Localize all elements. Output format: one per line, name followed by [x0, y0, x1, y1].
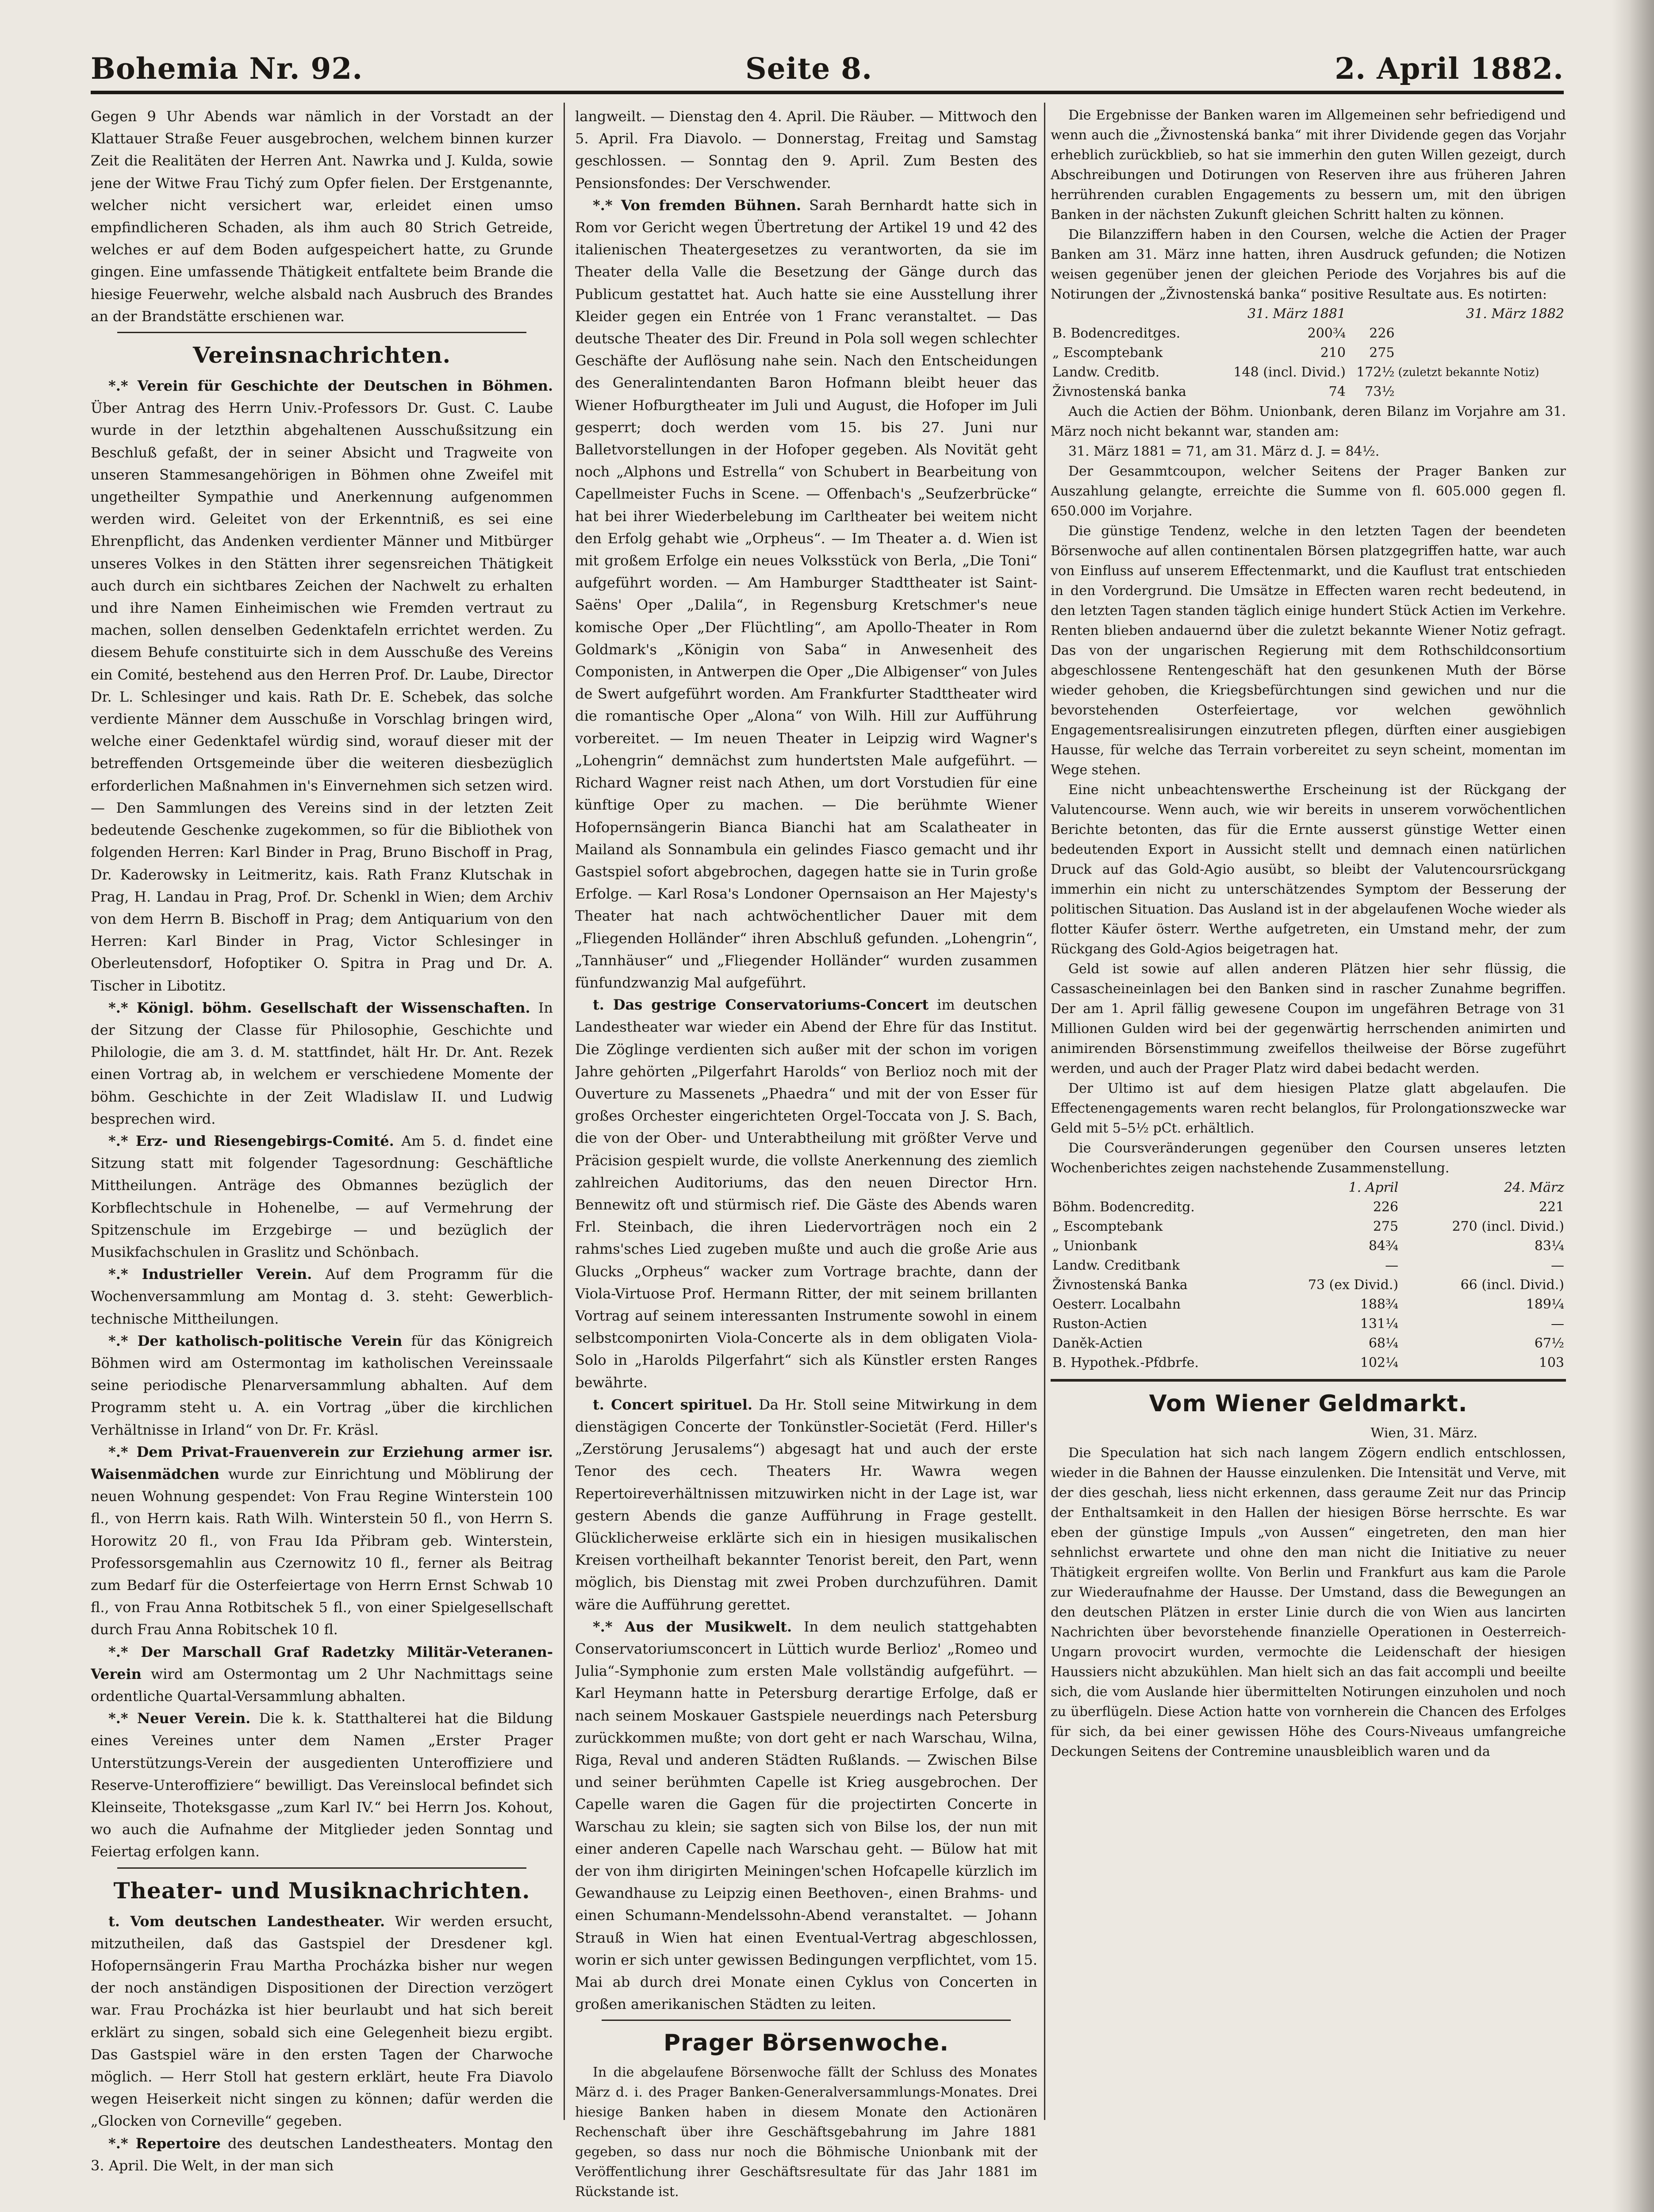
section-heading-vereinsnachrichten: Vereinsnachrichten.	[192, 342, 451, 369]
boerse-paragraph: Die Bilanzziffern haben in den Coursen, welche die Actien der Prager Banken am 31. März inne hatten, ihren Ausdruck gefunden; die Notizen weisen gegenüber jenen der gleichen Periode des Vorjahres bis auf die Notirungen der „Živnostenská banka“ positive Resultate aus. Es notirten:	[1051, 227, 1566, 302]
section-heading-prager-boersenwoche: Prager Börsenwoche.	[664, 2030, 949, 2057]
item-lead: *.* Neuer Verein.	[108, 1710, 251, 1727]
table-cell: Živnostenská Banka	[1052, 1277, 1188, 1293]
item-lead: t. Vom deutschen Landestheater.	[108, 1912, 385, 1930]
boerse-paragraph: Der Gesammtcoupon, welcher Seitens der Prager Banken zur Auszahlung gelangte, erreichte die Summe von fl. 605.000 gegen fl. 650.000 im Vorjahre.	[1051, 464, 1566, 519]
news-item	[575, 194, 1037, 994]
boerse-paragraph: Geld ist sowie auf allen anderen Plätzen hier sehr flüssig, die Cassascheineinlagen bei den Banken sind in rascher Zunahme begriffen. Der am 1. April fällig gewesene Coupon im ungefähren Betrage von 31 Millionen Gulden wird bei der gegenwärtig herrschenden animirten und animirenden Börsenstimmung zweifellos theilweise der Börse zugeführt werden, und auch der Prager Platz wird dabei bedacht werden.	[1051, 961, 1566, 1076]
item-lead: *.* Dem Privat-Frauenverein zur Erziehung armer isr. Waisenmädchen	[91, 1443, 553, 1482]
table-cell: 270 (incl. Divid.)	[1452, 1219, 1564, 1234]
table-row	[1051, 1198, 1566, 1217]
news-item	[91, 375, 553, 997]
news-item	[575, 1394, 1037, 1616]
issue-date: 2. April 1882.	[1335, 51, 1564, 86]
table-row	[1051, 363, 1566, 382]
table-cell: „ Escomptebank	[1052, 345, 1163, 361]
item-lead: *.* Der Marschall Graf Radetzky Militär-Veteranen-Verein	[91, 1643, 553, 1682]
table-cell	[1397, 382, 1566, 402]
table-cell: „ Escomptebank	[1052, 1219, 1163, 1234]
item-text: Sarah Bernhardt hatte sich in Rom vor Gericht wegen Übertretung der Artikel 19 und 42 des italienischen Theatergesetzes zu verantworten, da sie im Theater della Valle die Besetzung der Gänge durch das Publicum gestattet hat. Auch hatte sie eine Ausstellung ihrer Kleider gegen ein Entrée von 1 Franc veranstaltet. — Das deutsche Theater des Dir. Freund in Pola soll wegen schlechter Geschäfte der Auflösung nahe sein. Nach den Entscheidungen des Generalintendanten Baron Hofmann bleibt heuer das Wiener Hofburgtheater im Juli und August, die Hofoper im Juli gesperrt; doch werden vom 15. bis 27. Juni nur Balletvorstellungen in der Hofoper gegeben. Als Novität geht noch „Alphons und Estrella“ von Schubert in Bearbeitung von Capellmeister Fuchs in Scene. — Offenbach's „Seufzerbrücke“ hat bei ihrer Wiederbelebung im Carltheater bei weitem nicht den Erfolg gehabt wie „Orpheus“. — Im Theater a. d. Wien ist mit großem Erfolge ein neues Volksstück von Berla, „Die Toni“ aufgeführt worden. — Am Hamburger Stadttheater ist Saint-Saëns' Oper „Dalila“, in Regensburg Kretschmer's neue komische Oper „Der Flüchtling“, am Apollo-Theater in Rom Goldmark's „Königin von Saba“ in Anwesenheit des Componisten, in Antwerpen die Oper „Die Albigenser“ von Jules de Swert aufgeführt worden. Am Frankfurter Stadttheater wird die romantische Oper „Alona“ von Wilh. Hill zur Aufführung vorbereitet. — Im neuen Theater in Leipzig wird Wagner's „Lohengrin“ demnächst zum hundertsten Male aufgeführt. — Richard Wagner reist nach Athen, um dort Vorstudien für eine künftige Oper zu machen. — Die berühmte Wiener Hofopernsängerin Bianca Bianchi hat am Scalatheater in Mailand als Sonnambula ein gelindes Fiasco gemacht und ihr Gastspiel sofort abgebrochen, dagegen hatte sie in Turin große Erfolge. — Karl Rosa's Londoner Opernsaison an Her Majesty's Theater hat nach achtwöchentlicher Dauer mit dem „Fliegenden Holländer“ ihren Abschluß gefunden. „Lohengrin“, „Tannhäuser“ und „Fliegender Holländer“ wurden zusammen fünfundzwanzig Mal aufgeführt.	[575, 196, 1037, 991]
table-cell: 131¼	[1360, 1316, 1399, 1332]
news-item	[91, 1707, 553, 1863]
table-cell: 148 (incl. Divid.)	[1233, 365, 1346, 380]
table-header: 31. März 1882	[1466, 306, 1564, 322]
table-cell: 188¾	[1360, 1297, 1399, 1312]
repertoire-continued: langweilt. — Dienstag den 4. April. Die Räuber. — Mittwoch den 5. April. Fra Diavolo. — Donnerstag, Freitag und Samstag geschlossen. — Sonntag den 9. April. Zum Besten des Pensionsfondes: Der Verschwender.	[575, 108, 1037, 192]
news-item	[91, 1330, 553, 1441]
table-cell: 102¼	[1360, 1355, 1399, 1371]
item-lead: *.* Königl. böhm. Gesellschaft der Wissenschaften.	[108, 999, 530, 1016]
item-text: wird am Ostermontag um 2 Uhr Nachmittags seine ordentliche Quartal-Versammlung abhalten.	[91, 1665, 553, 1705]
item-lead: *.* Von fremden Bühnen.	[593, 196, 802, 214]
table-cell: 226	[1369, 326, 1395, 341]
table-header: 31. März 1881	[1247, 306, 1346, 322]
table-row	[1051, 1237, 1566, 1256]
table-header-row	[1051, 304, 1566, 324]
boerse-paragraph: In die abgelaufene Börsenwoche fällt der Schluss des Monates März d. i. des Prager Banken-Generalversammlungs-Monates. Drei hiesige Banken haben in diesem Monate den Actionären Rechenschaft über ihre Geschäftsgebahrung im Jahre 1881 gegeben, so dass nur noch die Böhmische Unionbank mit der Veröffentlichung ihrer Geschäftsresultate für das Jahr 1881 im Rückstande ist.	[575, 2065, 1037, 2200]
table-cell: —	[1551, 1316, 1564, 1332]
news-item	[91, 1910, 553, 2132]
table-cell: 189¼	[1526, 1297, 1564, 1312]
page-number: Seite 8.	[745, 51, 873, 86]
table-cell: Živnostenská banka	[1052, 384, 1186, 399]
table-cell: 275	[1373, 1219, 1399, 1234]
table-cell: 83¼	[1534, 1238, 1564, 1254]
table-row	[1051, 1353, 1566, 1373]
bank-quotes-table	[1051, 304, 1566, 402]
table-row	[1051, 1275, 1566, 1295]
table-header: 24. März	[1504, 1180, 1564, 1195]
news-item	[91, 2132, 553, 2177]
table-cell: B. Hypothek.-Pfdbrfe.	[1052, 1355, 1199, 1371]
table-cell: 221	[1539, 1199, 1564, 1215]
boerse-paragraph: Die Ergebnisse der Banken waren im Allgemeinen sehr befriedigend und wenn auch die „Živnostenská banka“ mit ihrer Dividende gegen das Vorjahr erheblich zurückblieb, so hat sie immerhin den guten Willen gezeigt, durch Abschreibungen und Dotirungen von Reserven ihre aus früheren Jahren herrührenden curablen Engagements zu bessern um, mit den übrigen Banken in der nächsten Zukunft gleichen Schritt halten zu können.	[1051, 108, 1566, 223]
item-lead: *.* Verein für Geschichte der Deutschen in Böhmen.	[108, 377, 553, 395]
item-text: In dem neulich stattgehabten Conservatoriumsconcert in Lüttich wurde Berlioz' „Romeo und Julia“-Symphonie zum ersten Male vollständig aufgeführt. — Karl Heymann hatte in Petersburg derartige Erfolge, daß er nach seinem Moskauer Gastspiele neuerdings nach Petersburg zurückkommen mußte; von dort geht er nach Warschau, Wilna, Riga, Reval und anderen Städten Rußlands. — Zwischen Bilse und seiner berühmten Capelle ist Krieg ausgebrochen. Der Capelle waren die Gagen für die projectirten Concerte in Warschau zu klein; sie sagten sich von Bilse los, der nun mit einer anderen Capelle nach Warschau geht. — Bülow hat mit der von ihm dirigirten Meiningen'schen Hofcapelle kürzlich im Gewandhause zu Leipzig einen Beethoven-, einen Brahms- und einen Schumann-Mendelssohn-Abend veranstaltet. — Johann Strauß in Wien hat einen Eventual-Vertrag abgeschlossen, worin er sich unter gewissen Bedingungen verpflichtet, vom 15. Mai ab durch drei Monate einen Cyklus von Concerten in großen amerikanischen Städten zu leiten.	[575, 1618, 1037, 2013]
fire-report: Gegen 9 Uhr Abends war nämlich in der Vorstadt an der Klattauer Straße Feuer ausgebrochen, welchem binnen kurzer Zeit die Realitäten der Herren Ant. Nawrka und J. Kulda, sowie jene der Witwe Frau Tichý zum Opfer fielen. Der Erstgenannte, welcher nicht versichert war, erleidet einen umso empfindlicheren Schaden, als ihm auch 80 Strich Getreide, welches er auf dem Boden aufgespeichert hatte, zu Grunde gingen. Eine umfassende Thätigkeit entfaltete beim Brande die hiesige Feuerwehr, welche alsbald nach Ausbruch des Brandes an der Brandstätte erschienen war.	[91, 108, 553, 325]
table-cell: Böhm. Bodencreditg.	[1052, 1199, 1195, 1215]
table-cell: 210	[1320, 345, 1346, 361]
item-text: Die k. k. Statthalterei hat die Bildung eines Vereines unter dem Namen „Erster Prager Unterstützungs-Verein der ausgedienten Unteroffiziere und Reserve-Unteroffiziere“ bewilligt. Das Vereinslocal befindet sich Kleinseite, Thoteksgasse „zum Karl IV.“ bei Herrn Jos. Kohout, wo auch die Aufnahme der Mitglieder jeden Sonntag und Feiertag erfolgen kann.	[91, 1710, 553, 1860]
table-cell: 103	[1539, 1355, 1564, 1371]
item-text: Wir werden ersucht, mitzutheilen, daß das Gastspiel der Dresdener kgl. Hofopernsängerin Frau Martha Procházka bisher nur wegen der noch anständigen Dispositionen der Direction verzögert war. Frau Procházka ist hier beurlaubt und hat sich bereit erklärt zu singen, sobald sich eine Gelegenheit biezu ergibt. Das Gastspiel wäre in den ersten Tagen der Charwoche möglich. — Herr Stoll hat gestern erklärt, heute Fra Diavolo wegen Heiserkeit nicht singen zu können; dafür werden die „Glocken von Corneville“ gegeben.	[91, 1912, 553, 2130]
boerse-paragraph: 31. März 1881 = 71, am 31. März d. J. = 84½.	[1068, 444, 1380, 459]
table-cell: 67½	[1534, 1336, 1564, 1351]
column-left	[91, 105, 553, 2211]
table-row	[1051, 1334, 1566, 1353]
item-lead: *.* Erz- und Riesengebirgs-Comité.	[108, 1132, 394, 1149]
item-text: Über Antrag des Herrn Univ.-Professors Dr. Gust. C. Laube wurde in der letzthin abgehaltenen Ausschußsitzung ein Beschluß gefaßt, der in seiner Absicht und Tragweite von unseren Stammesangehörigen in Böhmen ohne Zweifel mit ungetheilter Sympathie und Anerkennung aufgenommen werden wird. Geleitet von der Erkenntniß, es sei eine Ehrenpflicht, das Andenken verdienter Männer und Mitbürger unseres Volkes in den Stätten ihrer segensreichen Thätigkeit auch durch ein sichtbares Zeichen der Nachwelt zu erhalten und ihre Namen Einheimischen wie Fremden vertraut zu machen, sollen denselben Gedenktafeln errichtet werden. Zu diesem Behufe constituirte sich in dem Ausschuße des Vereins ein Comité, bestehend aus den Herren Prof. Dr. Laube, Director Dr. L. Schlesinger und kais. Rath Dr. E. Schebek, das solche verdiente Männer dem Ausschuße in Vorschlag bringen wird, welche einer Gedenktafel würdig sind, worauf dieser mit der betreffenden Ortsgemeinde über die weiteren diesbezüglich erforderlichen Maßnahmen in's Einvernehmen sich setzen wird. — Den Sammlungen des Vereins sind in der letzten Zeit bedeutende Geschenke zugekommen, so für die Bibliothek von folgenden Herren: Karl Binder in Prag, Bruno Bischoff in Prag, Dr. Kaderowsky in Leitmeritz, kais. Rath Franz Klutschak in Prag, H. Landau in Prag, Prof. Dr. Schenkl in Wien; dem Archiv von dem Herrn B. Bischoff in Prag; dem Antiquarium von den Herren: Karl Binder in Prag, Victor Schlesinger in Oberleutensdorf, Hofoptiker O. Spitra in Prag und Dr. A. Tischer in Libotitz.	[91, 399, 553, 994]
table-cell: 74	[1328, 384, 1346, 399]
news-item	[575, 1616, 1037, 2016]
news-item	[91, 1263, 553, 1330]
table-cell: 73 (ex Divid.)	[1308, 1277, 1399, 1293]
item-lead: *.* Aus der Musikwelt.	[593, 1618, 792, 1635]
table-cell: —	[1551, 1258, 1564, 1273]
news-item	[575, 994, 1037, 1394]
table-header: 1. April	[1348, 1180, 1399, 1195]
table-row	[1051, 1295, 1566, 1314]
table-row	[1051, 1256, 1566, 1275]
news-item	[91, 997, 553, 1130]
item-text: im deutschen Landestheater war wieder ein Abend der Ehre für das Institut. Die Zöglinge verdienten sich außer mit der schon im vorigen Jahre gehörten „Pilgerfahrt Harolds“ von Berlioz noch mit der Ouverture zu Massenets „Phaedra“ und mit der von Esser für großes Orchester eingerichteten Orgel-Toccata von J. S. Bach, die von der Ober- und Unterabtheilung mit größter Verve und Präcision gespielt wurde, die vollste Anerkennung des ziemlich zahlreichen Auditoriums, das den neuen Director Hrn. Bennewitz oft und stürmisch rief. Die Gäste des Abends waren Frl. Steinbach, die ihren Liedervorträgen noch ein 2 rahms'sches Lied zugeben mußte und auch die große Arie aus Glucks „Orpheus“ wacker zum Vortrage brachte, dann der Viola-Virtuose Prof. Hermann Ritter, der mit seinem brillanten Vortrag auf seinem interessanten Instrumente sowohl in einem selbstcomponirten Viola-Concerte als in dem obligaten Viola-Solo in „Harolds Pilgerfahrt“ sich als Künstler ersten Ranges bewährte.	[575, 996, 1037, 1391]
boerse-paragraph: Die günstige Tendenz, welche in den letzten Tagen der beendeten Börsenwoche auf allen continentalen Börsen platzgegriffen hatte, war auch von Einfluss auf unserem Effectenmarkt, und die Kauflust trat entschieden in den Vordergrund. Die Umsätze in Effecten waren recht bedeutend, in den letzten Tagen standen täglich einige hundert Stück Actien im Verkehre. Renten blieben andauernd über die zuletzt bekannte Wiener Notiz gefragt. Das von der ungarischen Regierung mit dem Rothschildconsortium abgeschlossene Rentengeschäft hat den gesunkenen Muth der Börse wieder gehoben, die Kriegsbefürchtungen sind gewichen und nur die bevorstehenden Osterfeiertage, vor welchen gewöhnlich Engagementsrealisirungen einzutreten pflegen, dürften einer ausgiebigen Hausse, für welche das Terrain vorbereitet zu seyn scheint, momentan im Wege stehen.	[1051, 523, 1566, 778]
divider	[117, 332, 526, 333]
masthead	[91, 48, 1564, 90]
table-cell: Oesterr. Localbahn	[1052, 1297, 1181, 1312]
item-lead: t. Concert spirituel.	[593, 1396, 753, 1413]
table-cell: 68¼	[1368, 1336, 1399, 1351]
boerse-paragraph: Eine nicht unbeachtenswerthe Erscheinung ist der Rückgang der Valutencourse. Wenn auch, wie wir bereits in unserem vorwöchentlichen Berichte betonten, das für die Ernte ausserst günstige Wetter einen bedeutenden Export in Aussicht stellt und demnach einen natürlichen Druck auf das Gold-Agio ausübt, so bleibt der Valutencoursrückgang immerhin ein nicht zu unterschätzendes Symptom der Besserung der politischen Situation. Das Ausland ist in der abgelaufenen Woche wieder als flotter Käufer österr. Werthe aufgetreten, ein Umstand mehr, der zum Rückgang des Gold-Agios beigetragen hat.	[1051, 782, 1566, 957]
column-rule	[1044, 103, 1045, 2120]
table-header-row	[1051, 1178, 1566, 1198]
table-cell: 275	[1369, 345, 1395, 361]
item-lead: *.* Repertoire	[108, 2135, 221, 2152]
item-lead: t. Das gestrige Conservatoriums-Concert	[593, 996, 929, 1014]
divider	[602, 2020, 1011, 2021]
geldmarkt-paragraph: Die Speculation hat sich nach langem Zögern endlich entschlossen, wieder in die Bahnen der Hausse einzulenken. Die Intensität und Verve, mit der dies geschah, liess nicht erkennen, dass geraume Zeit nur das Princip der Enthaltsamkeit in den Hallen der hiesigen Börse herrschte. Es war eben der günstige Impuls „von Aussen“ eingetreten, den man hier sehnlichst erwartete und ohne den man nicht die Initiative zu neuer Thätigkeit ergreifen wollte. Von Berlin und Frankfurt aus kam die Parole zur Wiederaufnahme der Hausse. Der Umstand, dass die Bewegungen an den deutschen Plätzen in erster Linie durch die von Wien aus lancirten Nachrichten über bevorstehende finanzielle Operationen in Oesterreich-Ungarn provocirt wurden, vermochte die Leidenschaft der hiesigen Haussiers nicht abzukühlen. Man hielt sich an das fait accompli und beeilte sich, die vom Auslande hier übermittelten Notirungen einzuholen und noch zu überflügeln. Diese Action hatte von vornherein die Chancen des Erfolges für sich, da bei einer gewissen Höhe des Cours-Niveaus umfangreiche Deckungen Seitens der Contremine unausbleiblich waren und da	[1051, 1445, 1566, 1759]
section-box	[1051, 1379, 1566, 1382]
table-cell: 172½	[1356, 365, 1395, 380]
table-row	[1051, 324, 1566, 343]
table-cell: B. Bodencreditges.	[1052, 326, 1181, 341]
table-cell: 84¾	[1368, 1238, 1399, 1254]
column-middle	[575, 105, 1037, 2211]
boerse-paragraph: Die Coursveränderungen gegenüber den Coursen unseres letzten Wochenberichtes zeigen nachstehende Zusammenstellung.	[1051, 1141, 1566, 1176]
news-item	[91, 1130, 553, 1263]
table-cell: „ Unionbank	[1052, 1238, 1137, 1254]
item-text: Da Hr. Stoll seine Mitwirkung in dem dienstägigen Concerte der Tonkünstler-Societät (Ferd. Hiller's „Zerstörung Jerusalems“) abgesagt hat und auch der erste Tenor des cech. Theaters Hr. Wawra wegen Repertoireverhältnissen mitzuwirken nicht in der Lage ist, war gestern Abends die ganze Aufführung in Frage gestellt. Glücklicherweise erklärte sich ein in hiesigen musikalischen Kreisen vortheilhaft bekannter Tenorist bereit, den Part, wenn möglich, bis Dienstag mit zwei Proben durchzuführen. Damit wäre die Aufführung gerettet.	[575, 1396, 1037, 1613]
table-cell: Ruston-Actien	[1052, 1316, 1147, 1332]
item-text: wurde zur Einrichtung und Möblirung der neuen Wohnung gespendet: Von Frau Regine Winterstein 100 fl., von Herrn kais. Rath Wilh. Winterstein 50 fl., von Herrn S. Horowitz 20 fl., von Frau Ida Přibram geb. Winterstein, Professorsgemahlin aus Czernowitz 10 fl., ferner als Beitrag zum Bedarf für die Osterfeiertage von Herrn Ernst Schwab 10 fl., von Frau Anna Rotbitschek 5 fl., von einer Spielgesellschaft durch Frau Anna Robitschek 10 fl.	[91, 1465, 553, 1638]
table-cell: 66 (incl. Divid.)	[1460, 1277, 1564, 1293]
column-right	[1051, 105, 1566, 2211]
dateline: Wien, 31. März.	[1370, 1425, 1477, 1441]
item-text: für das Königreich Böhmen wird am Ostermontag im katholischen Vereinssaale seine periodische Plenarversammlung abhalten. Auf dem Programm steht u. A. ein Vortrag „über die kirchlichen Verhältnisse in Irland“ von Dr. Fr. Kräsl.	[91, 1332, 553, 1438]
table-cell: —	[1385, 1258, 1399, 1273]
section-heading-theater: Theater- und Musiknachrichten.	[113, 1877, 530, 1904]
item-text: Auf dem Programm für die Wochenversammlung am Montag d. 3. steht: Gewerblich-technische Mittheilungen.	[91, 1266, 553, 1327]
item-text: In der Sitzung der Classe für Philosophie, Geschichte und Philologie, die am 3. d. M. stattfindet, hält Hr. Dr. Ant. Rezek einen Vortrag ab, in welchem er verschiedene Momente der böhm. Geschichte in der Zeit Wladislaw II. und Ludwig besprechen wird.	[91, 999, 553, 1127]
table-cell: 226	[1373, 1199, 1399, 1215]
table-row	[1051, 382, 1566, 402]
column-rule	[564, 103, 565, 2120]
boerse-paragraph: Auch die Actien der Böhm. Unionbank, deren Bilanz im Vorjahre am 31. März noch nicht bekannt war, standen am:	[1051, 404, 1566, 439]
table-cell: 73½	[1365, 384, 1395, 399]
divider	[117, 1867, 526, 1869]
table-cell: Landw. Creditbank	[1052, 1258, 1180, 1273]
item-text: Am 5. d. findet eine Sitzung statt mit folgender Tagesordnung: Geschäftliche Mittheilungen. Anträge des Obmannes bezüglich der Korbflechtschule in Hohenelbe, — auf Vermehrung der Spitzenschule im Erzgebirge — und bezüglich der Musikfachschulen in Graslitz und Schönbach.	[91, 1132, 553, 1260]
course-changes-table	[1051, 1178, 1566, 1373]
section-heading-wiener-geldmarkt: Vom Wiener Geldmarkt.	[1149, 1390, 1468, 1417]
item-lead: *.* Der katholisch-politische Verein	[108, 1332, 403, 1349]
news-item	[91, 1641, 553, 1708]
paper-name-issue: Bohemia Nr. 92.	[91, 51, 363, 86]
table-row	[1051, 1217, 1566, 1237]
table-cell: Daněk-Actien	[1052, 1336, 1143, 1351]
header-rule	[91, 91, 1564, 94]
item-text: des deutschen Landestheaters. Montag den 3. April. Die Welt, in der man sich	[91, 2135, 553, 2174]
table-row	[1051, 1314, 1566, 1334]
table-row	[1051, 343, 1566, 363]
item-lead: *.* Industrieller Verein.	[108, 1266, 312, 1283]
table-cell	[1397, 343, 1566, 363]
table-cell	[1397, 324, 1566, 343]
table-cell: (zuletzt bekannte Notiz)	[1398, 366, 1539, 379]
boerse-paragraph: Der Ultimo ist auf dem hiesigen Platze glatt abgelaufen. Die Effectenengagements waren recht belanglos, für Prolongationszwecke war Geld mit 5–5½ pCt. erhältlich.	[1051, 1081, 1566, 1136]
table-cell: 200¾	[1307, 326, 1346, 341]
table-cell: Landw. Creditb.	[1052, 365, 1160, 380]
news-item	[91, 1441, 553, 1641]
